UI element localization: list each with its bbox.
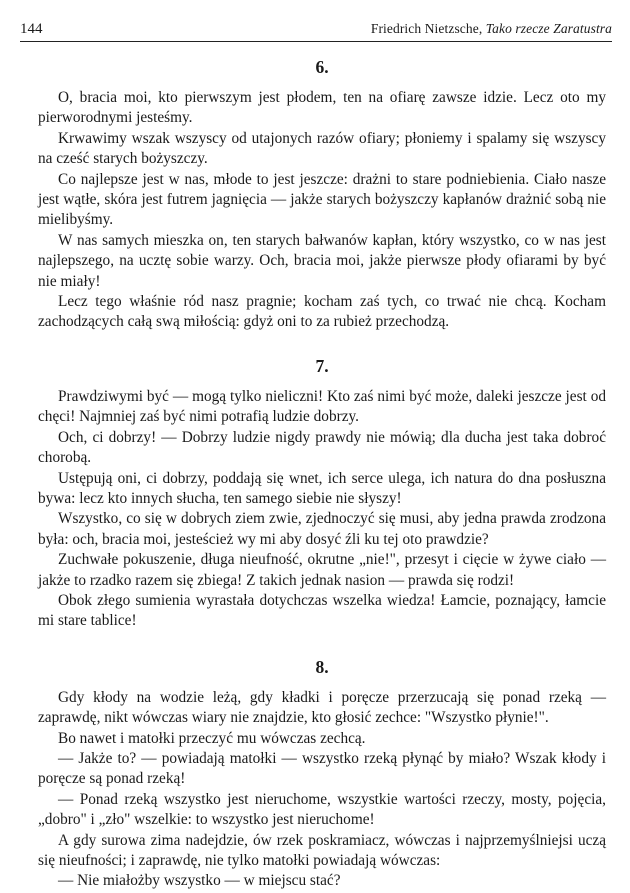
page-number: 144 — [20, 21, 43, 37]
paragraph: Gdy kłody na wodzie leżą, gdy kładki i poręcze przerzucają się ponad rzeką — zaprawdę, nikt wówczas wiary nie znajdzie, kto głosić zechce: "Wszystko płynie!". — [38, 688, 606, 727]
section-7 — [38, 355, 606, 632]
paragraph: Ustępują oni, ci dobrzy, poddają się wnet, ich serce ulega, ich natura do dna posłuszna bywa: lecz kto innych słucha, ten samego siebie nie słyszy! — [38, 469, 606, 507]
paragraph: Zuchwałe pokuszenie, długa nieufność, okrutne „nie!", przesyt i cięcie w żywe ciało — jakże to rzadko razem się zbiega! Z takich jednak nasion — prawda się rodzi! — [38, 551, 606, 589]
paragraph: Obok złego sumienia wyrastała dotychczas wszelka wiedza! Łamcie, poznający, łamcie mi stare tablice! — [38, 591, 606, 630]
paragraph: Wszystko, co się w dobrych ziem zwie, zjednoczyć się musi, aby jedna prawda zrodzona była: och, bracia moi, jesteścież wy mi aby dosyć źli ku tej oto prawdzie? — [38, 510, 606, 548]
paragraph: Co najlepsze jest w nas, młode to jest jeszcze: drażni to stare podniebienia. Ciało nasze jest wątłe, skóra jest futrem jagnięcia — jakże starych bożyszczy kapłanów drażnić sobą nie mielibyśmy. — [38, 170, 606, 229]
paragraph: Bo nawet i matołki przeczyć mu wówczas zechcą. — [58, 729, 366, 747]
section-heading: 7. — [315, 355, 329, 376]
paragraph: — Ponad rzeką wszystko jest nieruchome, wszystkie wartości rzeczy, mosty, pojęcia, „dobro" i „zło" wszelkie: to wszystko jest nieruchome! — [38, 790, 606, 829]
paragraph: W nas samych mieszka on, ten starych bałwanów kapłan, który wszystko, co w nas jest najlepszego, na ucztę sobie warzy. Och, bracia moi, jakże pierwsze płody ofiarami by być nie miały! — [38, 231, 606, 290]
section-8 — [38, 656, 606, 892]
paragraph: O, bracia moi, kto pierwszym jest płodem, ten na ofiarę zawsze idzie. Lecz oto my pierworodnymi jesteśmy. — [38, 89, 606, 127]
section-6 — [38, 56, 606, 333]
paragraph: — Nie miałożby wszystko — w miejscu stać? — [58, 872, 341, 890]
paragraph: Och, ci dobrzy! — Dobrzy ludzie nigdy prawdy nie mówią; dla ducha jest taka dobroć chorobą. — [38, 428, 606, 467]
paragraph: A gdy surowa zima nadejdzie, ów rzek poskramiacz, wówczas i najprzemyślniejsi uczą się nieufności; i zaprawdę, nie tylko matołki powiadają wówczas: — [38, 831, 606, 869]
paragraph: Lecz tego właśnie ród nasz pragnie; kocham zaś tych, co trwać nie chcą. Kocham zachodzących całą swą miłością: gdyż oni to za rubież przechodzą. — [38, 293, 606, 331]
running-title — [371, 20, 612, 41]
running-header — [20, 19, 612, 42]
running-title-book: Tako rzecze Zaratustra — [485, 21, 612, 36]
section-heading: 8. — [315, 656, 329, 677]
paragraph: Krwawimy wszak wszyscy od utajonych razów ofiary; płoniemy i spalamy się wszyscy na cześć starych bożyszczy. — [38, 129, 606, 168]
paragraph: — Jakże to? — powiadają matołki — wszystko rzeką płynąć by miało? Wszak kłody i poręcze są ponad rzeką! — [38, 749, 606, 788]
section-heading: 6. — [315, 57, 329, 77]
paragraph: Prawdziwymi być — mogą tylko nieliczni! Kto zaś nimi być może, daleki jeszcze jest od chęci! Najmniej zaś być nimi potrafią ludzie dobrzy. — [38, 387, 606, 426]
running-title-author: Friedrich Nietzsche, — [370, 21, 486, 36]
body-text — [38, 56, 606, 892]
